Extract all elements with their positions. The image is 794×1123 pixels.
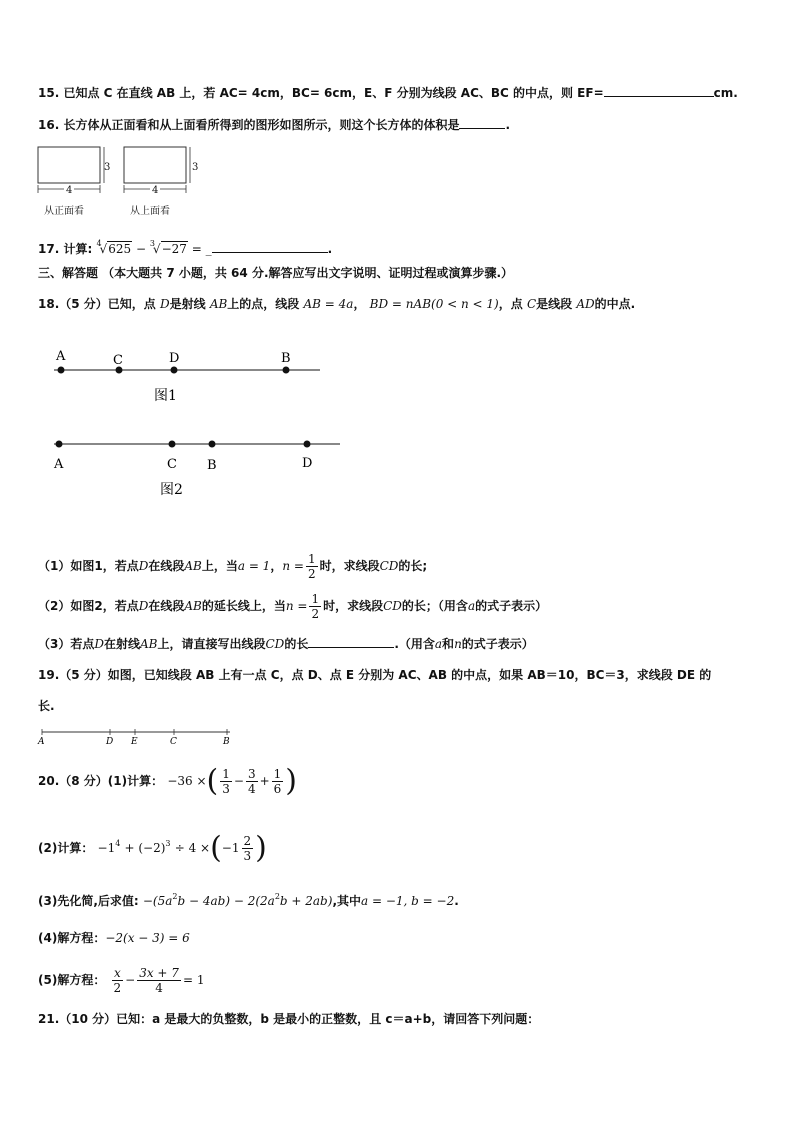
question-text: 长方体从正面看和从上面看所得到的图形如图所示，则这个长方体的体积是 <box>63 118 460 132</box>
point-a <box>56 441 63 448</box>
q18-figure-2 <box>40 430 350 500</box>
unit-text: cm. <box>713 86 738 100</box>
answer-blank <box>212 240 328 253</box>
period: . <box>505 118 511 132</box>
question-16 <box>38 116 510 133</box>
label-c: C <box>167 457 177 472</box>
question-number: 16. <box>38 118 60 132</box>
root-expression: $^4$√625 − $^3$√−27 = _ <box>96 239 212 256</box>
point-d <box>304 441 311 448</box>
label-b: B <box>207 458 217 473</box>
label-a: A <box>38 737 45 746</box>
question-19: 19.（5 分）如图，已知线段 AB 上有一点 C，点 D、点 E 分别为 AC、AB 的中点，如果 AB＝10，BC＝3，求线段 DE 的 <box>38 668 712 682</box>
label-d: D <box>106 737 114 746</box>
point-a <box>58 367 65 374</box>
top-width-label: 4 <box>152 185 159 196</box>
q19-figure <box>36 726 236 746</box>
question-20-part-1: 20.（8 分）(1)计算： −36 ×( $\frac{1}{3}$ − $\frac{3}{4}$ + $\frac{1}{6}$ ) <box>38 763 297 799</box>
front-width-label: 4 <box>66 185 73 196</box>
q18-part-3: （3）若点D在射线AB上，请直接写出线段CD的长 .（用含a和n的式子表示） <box>38 637 534 651</box>
point-b <box>283 367 290 374</box>
q18-part-1: （1）如图1，若点D在线段AB上，当a = 1，n = $\frac{1}{2}$ 时，求线段CD的长; <box>38 552 428 581</box>
point-d <box>171 367 178 374</box>
label-e: E <box>131 737 138 746</box>
question-20-part-4: (4)解方程：−2(x − 3) = 6 <box>38 931 190 945</box>
question-number: 20. <box>38 774 60 788</box>
fraction: $\frac{1}{2}$ <box>311 592 320 621</box>
section-3-header: 三、解答题 （本大题共 7 小题，共 64 分.解答应写出文字说明、证明过程或演算步骤.） <box>38 266 514 280</box>
question-number: 19. <box>38 668 60 682</box>
figure-2-caption: 图2 <box>160 482 183 498</box>
question-21: 21.（10 分）已知：a 是最大的负整数，b 是最小的正整数，且 c＝a+b，请回答下列问题： <box>38 1012 540 1026</box>
point-c <box>169 441 176 448</box>
question-number: 18. <box>38 297 60 311</box>
fraction: $\frac{1}{2}$ <box>307 552 316 581</box>
question-number: 15. <box>38 86 60 100</box>
question-20-part-2: (2)计算： $-1^4 + (-2)^3 \div 4 \times(-1$ $\frac{2}{3}$ ) <box>38 830 267 866</box>
answer-blank <box>604 84 714 97</box>
label-b: B <box>281 351 291 366</box>
question-18: 18.（5 分）已知，点 D是射线 AB上的点，线段 AB = 4a， BD = nAB(0 < n < 1)，点 C是线段 AD的中点. <box>38 297 636 311</box>
top-caption: 从上面看 <box>130 206 170 217</box>
question-15 <box>38 84 738 101</box>
label-d: D <box>169 351 180 366</box>
question-20-part-5: (5)解方程： $\frac{x}{2}$ − $\frac{3x + 7}{4}$ = 1 <box>38 966 205 995</box>
question-number: 21. <box>38 1012 60 1026</box>
period: . <box>327 242 333 256</box>
question-number: 17. <box>38 242 60 256</box>
compute-label: 计算: <box>63 242 93 256</box>
label-a: A <box>54 457 64 472</box>
question-19-cont: 长. <box>38 699 55 713</box>
question-17 <box>38 236 332 257</box>
label-d: D <box>302 456 313 471</box>
figure-1-caption: 图1 <box>154 388 177 404</box>
label-c: C <box>170 737 177 746</box>
label-b: B <box>223 737 230 746</box>
answer-blank <box>308 635 394 648</box>
answer-blank <box>459 116 505 129</box>
front-height-label: 3 <box>104 162 111 173</box>
top-height-label: 3 <box>192 162 199 173</box>
question-text: 已知点 C 在直线 AB 上，若 AC= 4cm，BC= 6cm，E、F 分别为线段 AC、BC 的中点，则 EF= <box>63 86 604 100</box>
question-20-part-3: (3)先化简,后求值: $-(5a^2b - 4ab) - 2(2a^2b + 2ab)$,其中a = −1, b = −2. <box>38 892 459 908</box>
point-b <box>209 441 216 448</box>
q18-figure-1 <box>40 345 340 410</box>
q18-part-2: （2）如图2，若点D在线段AB的延长线上，当n = $\frac{1}{2}$ 时，求线段CD的长；（用含a的式子表示） <box>38 592 548 621</box>
front-caption: 从正面看 <box>44 206 84 217</box>
label-c: C <box>113 353 123 368</box>
label-a: A <box>56 349 66 364</box>
